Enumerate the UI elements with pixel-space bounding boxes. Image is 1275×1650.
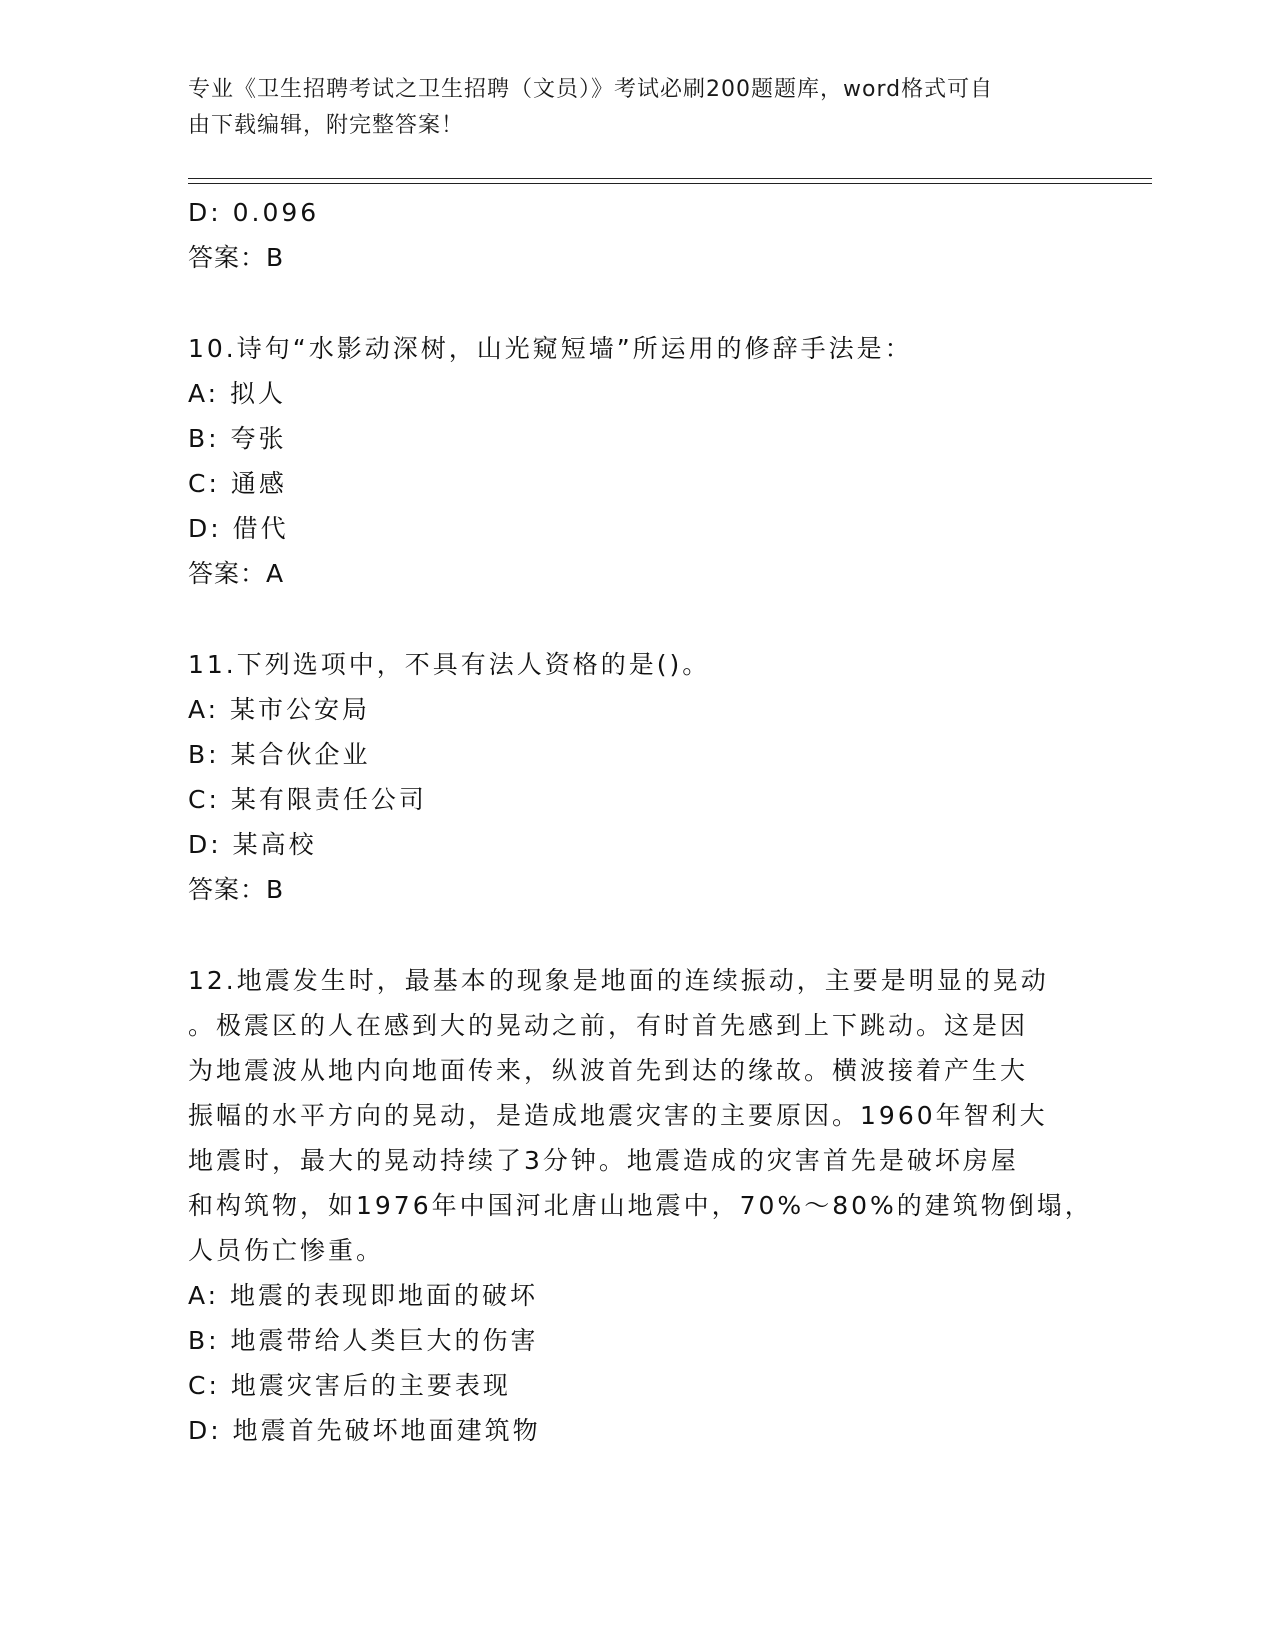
- option-c: C: 通感: [188, 469, 287, 498]
- previous-question-tail: [188, 190, 1088, 280]
- stem-line: 人员伤亡惨重。: [188, 1236, 385, 1265]
- option-d: D: 0.096: [188, 198, 320, 227]
- stem-line: 振幅的水平方向的晃动，是造成地震灾害的主要原因。1960年智利大: [188, 1101, 1048, 1130]
- header-divider-top: [188, 178, 1152, 179]
- option-d: D: 借代: [188, 514, 289, 543]
- option-b: B: 地震带给人类巨大的伤害: [188, 1326, 539, 1355]
- option-a: A: 某市公安局: [188, 695, 371, 724]
- question-11: [188, 642, 1088, 912]
- option-b: B: 某合伙企业: [188, 740, 371, 769]
- stem-line: 为地震波从地内向地面传来，纵波首先到达的缘故。横波接着产生大: [188, 1056, 1029, 1085]
- question-stem: 10.诗句“水影动深树，山光窥短墙”所运用的修辞手法是：: [188, 334, 913, 363]
- question-10: [188, 326, 1088, 596]
- answer-line: 答案：B: [188, 243, 285, 272]
- answer-line: 答案：B: [188, 875, 285, 904]
- option-d: D: 某高校: [188, 830, 317, 859]
- question-stem: [188, 958, 1093, 1273]
- document-header: [188, 72, 1068, 144]
- option-c: C: 某有限责任公司: [188, 785, 427, 814]
- stem-line: 地震时，最大的晃动持续了3分钟。地震造成的灾害首先是破坏房屋: [188, 1146, 1019, 1175]
- header-line-1: 专业《卫生招聘考试之卫生招聘（文员）》考试必刷200题题库，word格式可自: [188, 77, 994, 102]
- option-a: A: 地震的表现即地面的破坏: [188, 1281, 539, 1310]
- header-divider-bottom: [188, 183, 1152, 184]
- stem-line: 和构筑物，如1976年中国河北唐山地震中，70%～80%的建筑物倒塌，: [188, 1191, 1093, 1220]
- stem-line: 12.地震发生时，最基本的现象是地面的连续振动，主要是明显的晃动: [188, 966, 1049, 995]
- question-12: [188, 958, 1093, 1453]
- document-body: [188, 190, 1093, 1453]
- option-d: D: 地震首先破坏地面建筑物: [188, 1416, 541, 1445]
- stem-line: 。极震区的人在感到大的晃动之前，有时首先感到上下跳动。这是因: [188, 1011, 1029, 1040]
- option-b: B: 夸张: [188, 424, 287, 453]
- question-stem: 11.下列选项中，不具有法人资格的是()。: [188, 650, 711, 679]
- header-line-2: 由下载编辑，附完整答案！: [188, 113, 465, 138]
- option-a: A: 拟人: [188, 379, 287, 408]
- answer-line: 答案：A: [188, 559, 285, 588]
- option-c: C: 地震灾害后的主要表现: [188, 1371, 511, 1400]
